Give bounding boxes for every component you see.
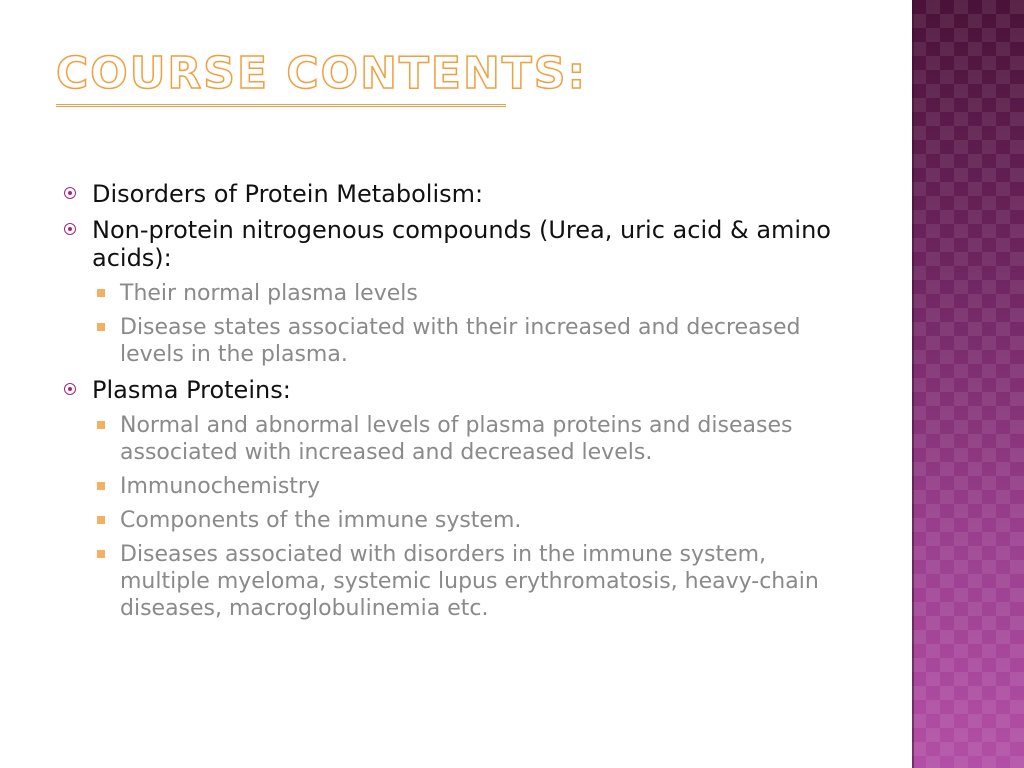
sub-list-item-text: Normal and abnormal levels of plasma proteins and diseases associated with increased and decreased levels. [120,413,793,465]
side-panel-edge [912,0,914,768]
square-bullet-icon [97,482,105,490]
decorative-side-panel [912,0,1024,768]
sub-list [60,280,860,368]
sub-list-item [60,507,860,534]
list-item-text: Plasma Proteins: [92,376,291,404]
square-bullet-icon [97,550,105,558]
square-bullet-icon [97,421,105,429]
title-underline [56,104,506,107]
sub-list-item-text: Components of the immune system. [120,508,522,533]
square-bullet-icon [97,323,105,331]
sub-list-item [60,314,860,368]
sub-list-item [60,412,860,466]
sub-list-item-text: Immunochemistry [120,474,320,499]
list-item-text: Non-protein nitrogenous compounds (Urea, uric acid & amino acids): [92,216,831,272]
square-bullet-icon [97,516,105,524]
bullet-list [60,180,860,630]
slide-title: COURSE CONTENTS: [56,48,588,99]
list-item [60,216,860,272]
list-item [60,180,860,208]
list-item-text: Disorders of Protein Metabolism: [92,180,484,208]
sub-list-item [60,280,860,307]
circled-dot-bullet-icon [64,187,76,199]
sub-list [60,412,860,622]
square-bullet-icon [97,289,105,297]
circled-dot-bullet-icon [64,383,76,395]
sub-list-item-text: Disease states associated with their increased and decreased levels in the plasma. [120,315,801,367]
sub-list-item [60,473,860,500]
list-item [60,376,860,404]
circled-dot-bullet-icon [64,223,76,235]
sub-list-item-text: Their normal plasma levels [120,281,418,306]
sub-list-item [60,541,860,622]
sub-list-item-text: Diseases associated with disorders in the immune system, multiple myeloma, systemic lupus erythromatosis, heavy-chain diseases, macroglobulinemia etc. [120,542,819,621]
